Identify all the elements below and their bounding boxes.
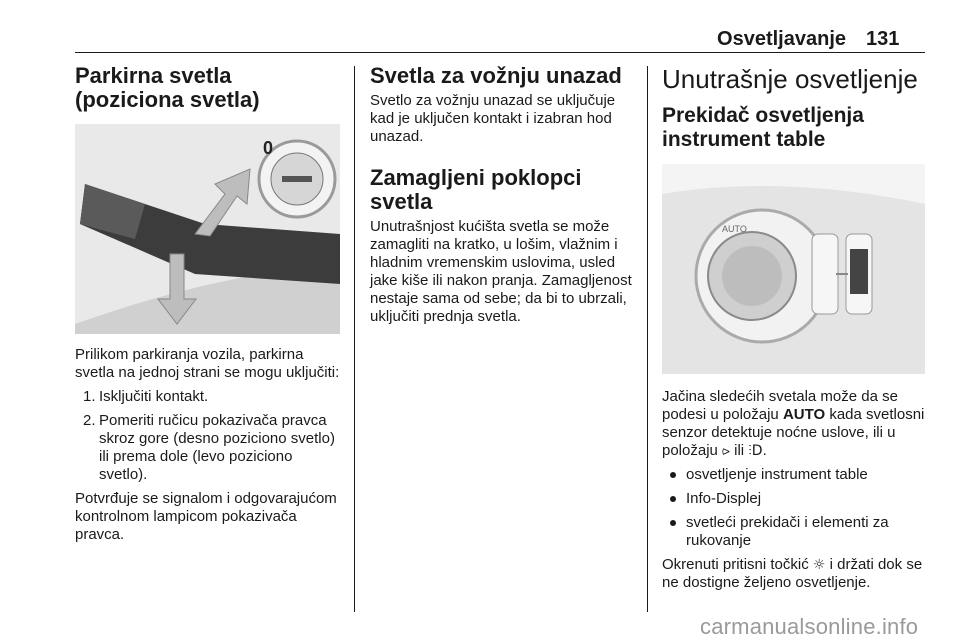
heading-reverse-lights: Svetla za vožnju unazad xyxy=(370,63,622,88)
list-item: svetleći prekidači i elementi za rukovanje xyxy=(662,514,927,550)
light-switch-figure xyxy=(662,164,925,374)
column-reverse-lights xyxy=(370,64,635,326)
turn-signal-lever-figure xyxy=(75,124,340,334)
reverse-lights-text: Svetlo za vožnju unazad se uključuje kad je uključen kontakt i izabran hod unazad. xyxy=(370,92,616,145)
misted-lenses-text: Unutrašnjost kućišta svetla se može zamagliti na kratko, u lošim, vlažnim i hladnim vremenskim uslovima, usled jake kiše ili nakon pranja. Zamagljenost nestaje sama od sebe; da bi to ubrzali, uključiti prednja svetla. xyxy=(370,218,632,325)
column-parking-lights xyxy=(75,64,340,544)
column-divider-2 xyxy=(647,66,648,612)
thumbwheel-icon: ☼ xyxy=(812,557,826,573)
header-rule xyxy=(75,52,925,53)
figure-position-label: 0 xyxy=(263,138,274,158)
list-item: Info-Displej xyxy=(662,490,927,508)
sidelight-icon: ⪧ xyxy=(722,443,730,459)
thumbwheel-paragraph: Okrenuti pritisni točkić ☼ i držati dok se ne dostigne željeno osvetljenje. xyxy=(662,556,923,591)
parking-steps xyxy=(75,388,340,484)
parking-outro: Potvrđuje se signalom i odgovarajućom kontrolnom lampicom pokazivača pravca. xyxy=(75,490,337,543)
column-divider-1 xyxy=(354,66,355,612)
column-interior-lighting xyxy=(662,64,927,592)
heading-parking-lights: Parkirna svetla (poziciona svetla) xyxy=(75,63,260,112)
watermark: carmanualsonline.info xyxy=(700,614,919,639)
headlight-icon: ⫶D xyxy=(748,443,763,459)
dimmer-paragraph: Jačina sledećih svetala može da se podesi u položaju AUTO kada svetlosni senzor detektuje noćne uslove, ili u položaju ⪧ ili ⫶D. xyxy=(662,388,925,459)
heading-interior-lighting: Unutrašnje osvetljenje xyxy=(662,64,918,94)
figure-auto-label: AUTO xyxy=(722,224,747,234)
parking-intro: Prilikom parkiranja vozila, parkirna svetla na jednoj strani se mogu uključiti: xyxy=(75,346,340,381)
list-item: 1. Isključiti kontakt. xyxy=(83,388,209,405)
heading-misted-lenses: Zamagljeni poklopci svetla xyxy=(370,165,582,214)
dimmable-items xyxy=(662,466,927,550)
list-item: 2. Pomeriti ručicu pokazivača pravca skroz gore (desno poziciono svetlo) ili prema dole (levo poziciono svetlo). xyxy=(83,412,335,483)
list-item: osvetljenje instrument table xyxy=(662,466,927,484)
page-number: 131 xyxy=(866,28,900,50)
running-header-title: Osvetljavanje xyxy=(717,28,846,50)
heading-instrument-switch: Prekidač osvetljenja instrument table xyxy=(662,104,864,151)
